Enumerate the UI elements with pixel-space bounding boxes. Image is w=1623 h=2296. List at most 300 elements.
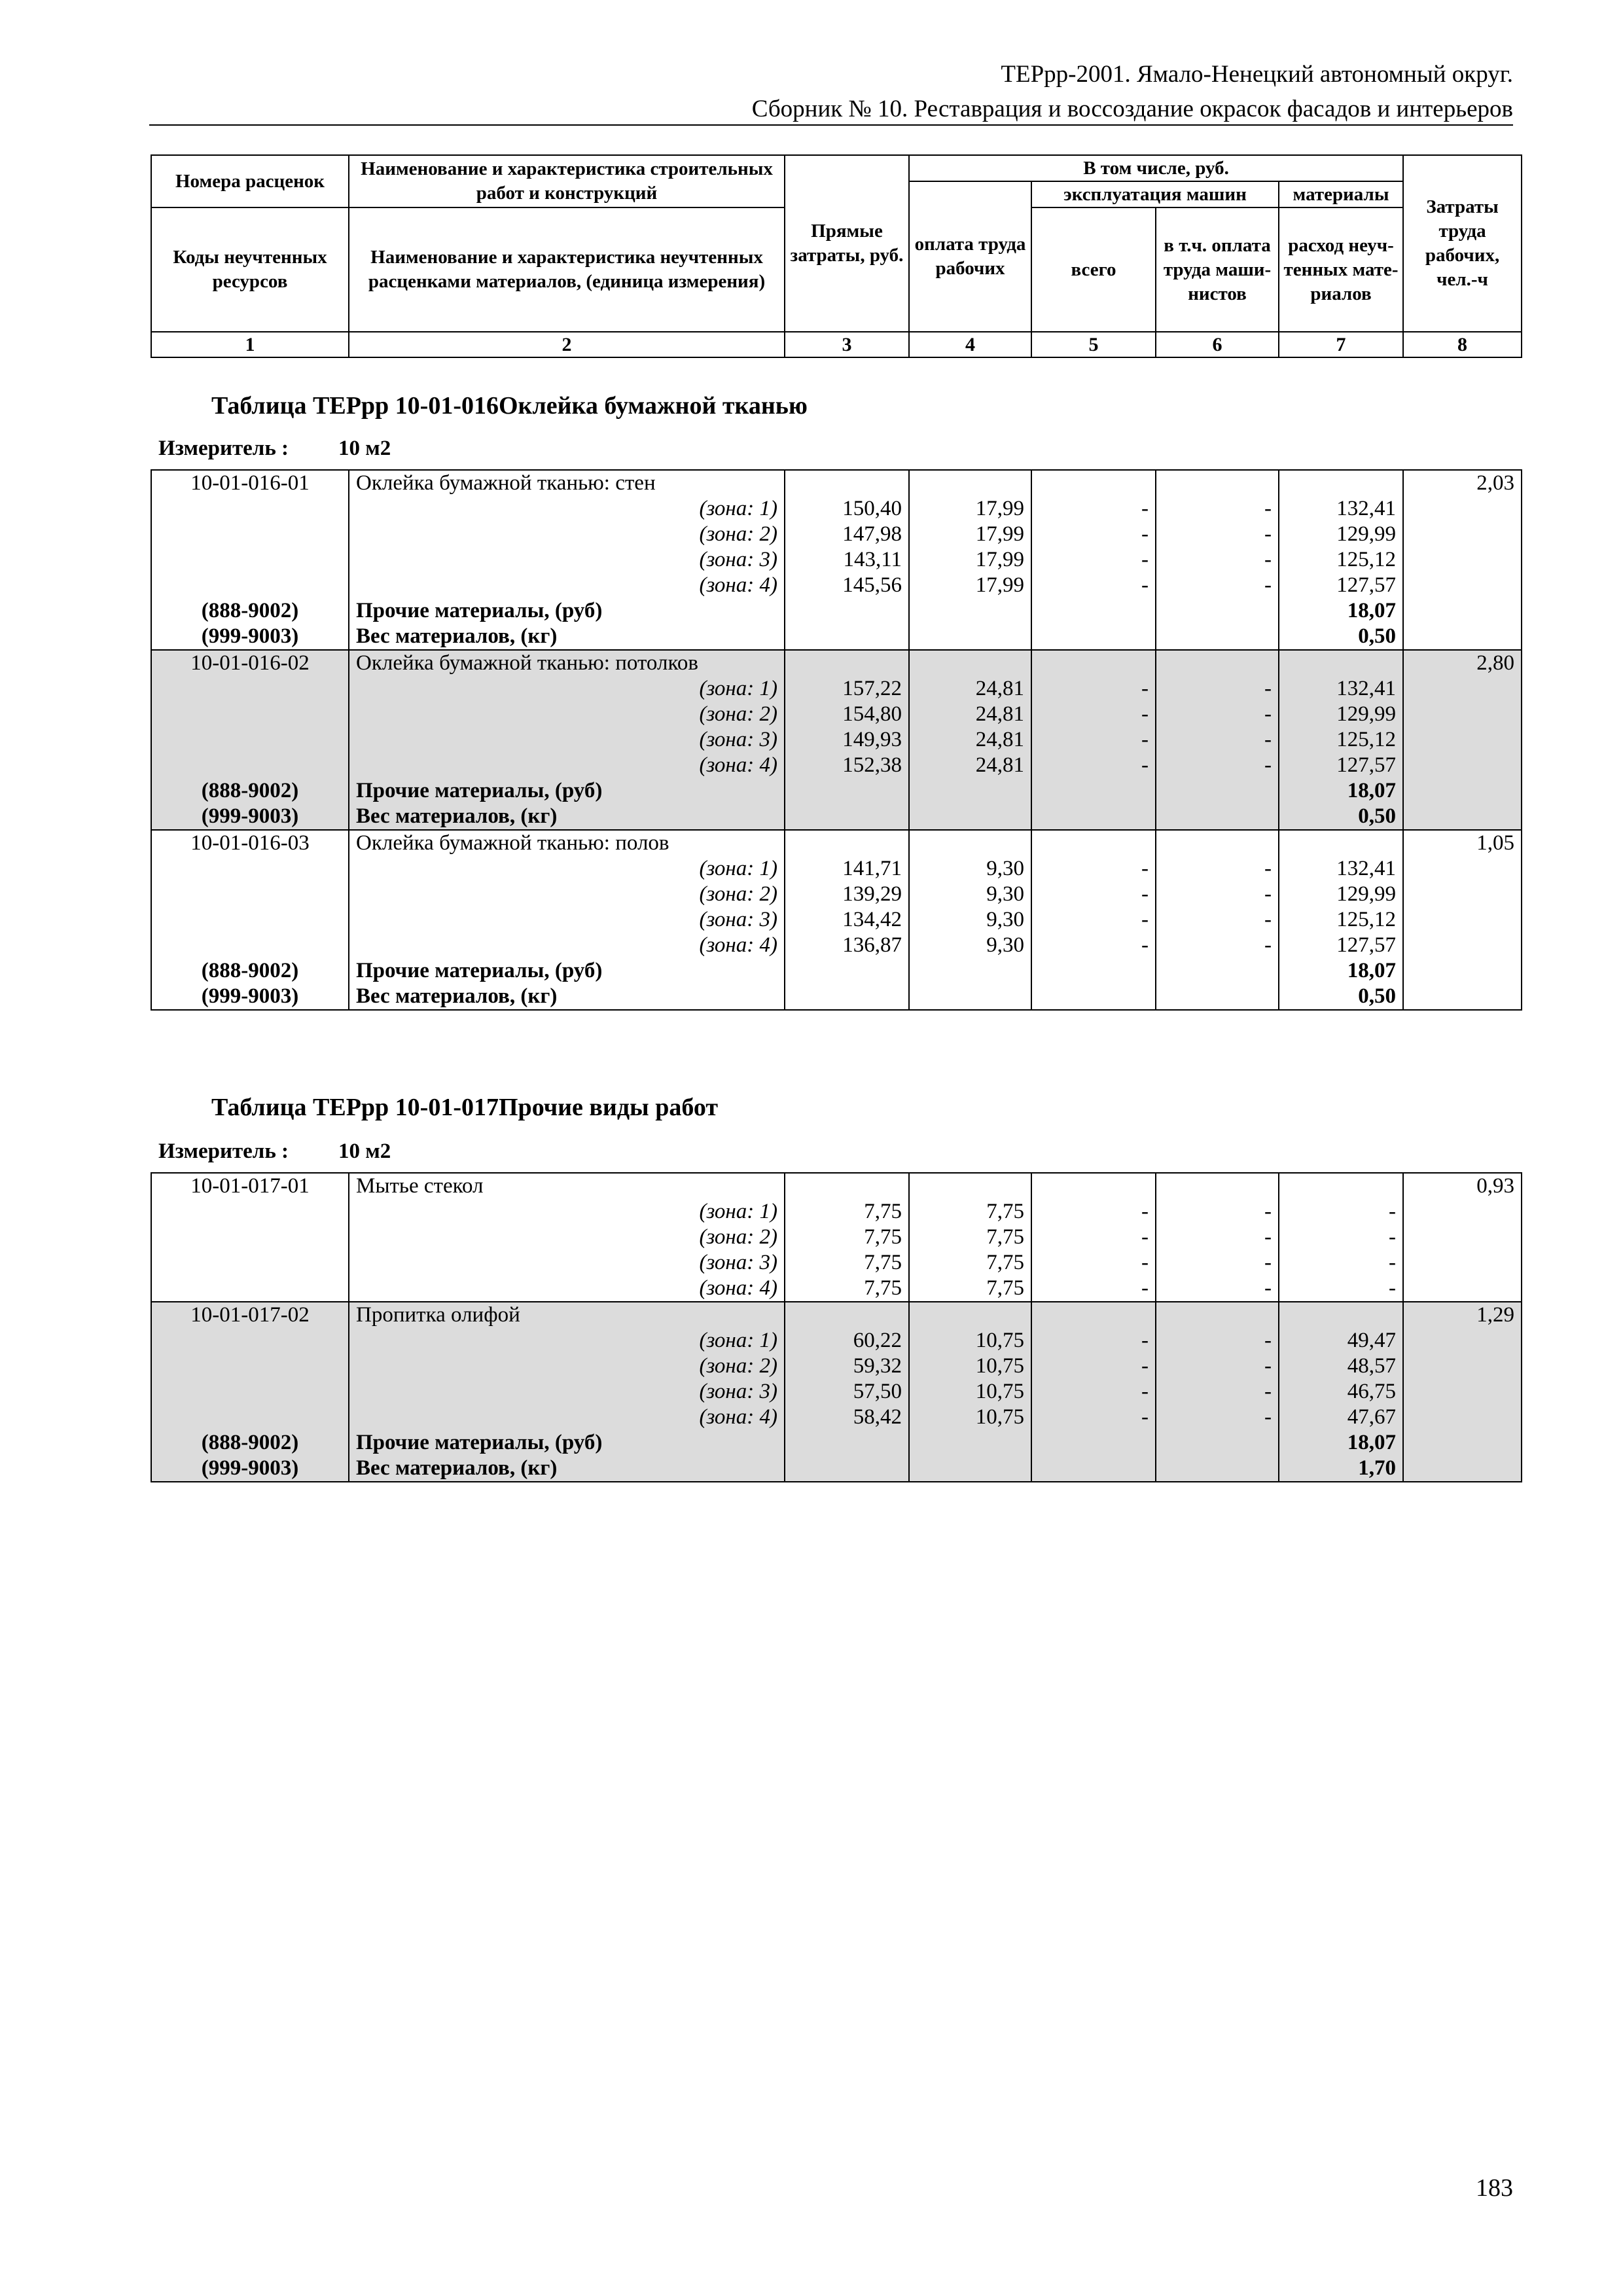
wages: 7,75 (909, 1250, 1031, 1276)
table-row (151, 727, 1522, 753)
table-row (151, 933, 1522, 958)
machinist-wages: - (1156, 882, 1279, 907)
col-number: 1 (151, 332, 349, 357)
machines-total: - (1031, 727, 1156, 753)
empty-cell (1403, 727, 1522, 753)
rate-code: 10-01-016-02 (151, 650, 349, 676)
empty-cell (785, 984, 909, 1010)
empty-cell (1403, 598, 1522, 624)
machinist-wages: - (1156, 522, 1279, 547)
resource-code: (999-9003) (151, 984, 349, 1010)
direct-cost: 149,93 (785, 727, 909, 753)
resource-name: Прочие материалы, (руб) (349, 598, 785, 624)
empty-cell (1156, 1456, 1279, 1482)
col8-header: Затраты труда рабочих, чел.-ч (1403, 155, 1522, 332)
empty-cell (785, 1430, 909, 1456)
zone-label: (зона: 2) (349, 1225, 785, 1250)
machinist-wages: - (1156, 1405, 1279, 1430)
labor-cost: 2,80 (1403, 650, 1522, 676)
empty-cell (1403, 1276, 1522, 1302)
resource-amount: 0,50 (1279, 984, 1403, 1010)
empty-cell (151, 676, 349, 702)
machinist-wages: - (1156, 856, 1279, 882)
empty-cell (151, 1354, 349, 1379)
header-rule (149, 124, 1513, 126)
table-row (151, 1328, 1522, 1354)
zone-label: (зона: 3) (349, 907, 785, 933)
wages: 24,81 (909, 702, 1031, 727)
table-row (151, 984, 1522, 1010)
col1-bottom-header: Коды неучтенных ресурсов (151, 207, 349, 332)
empty-cell (151, 1328, 349, 1354)
rates-table (151, 469, 1522, 1011)
resource-amount: 18,07 (1279, 958, 1403, 984)
machinist-wages: - (1156, 1354, 1279, 1379)
machines-total: - (1031, 1276, 1156, 1302)
machines-total: - (1031, 1379, 1156, 1405)
machines-total: - (1031, 496, 1156, 522)
empty-cell (1403, 778, 1522, 804)
included-header: В том числе, руб. (909, 155, 1403, 181)
col3-header: Прямые затраты, руб. (785, 155, 909, 332)
empty-cell (1403, 702, 1522, 727)
empty-cell (1031, 804, 1156, 830)
rates-table (151, 1172, 1522, 1482)
table-row (151, 1354, 1522, 1379)
empty-cell (785, 598, 909, 624)
zone-label: (зона: 3) (349, 1250, 785, 1276)
direct-cost: 141,71 (785, 856, 909, 882)
empty-cell (1403, 882, 1522, 907)
machines-total: - (1031, 1199, 1156, 1225)
empty-cell (151, 1250, 349, 1276)
direct-cost: 7,75 (785, 1276, 909, 1302)
empty-cell (1156, 1302, 1279, 1328)
empty-cell (909, 778, 1031, 804)
machines-total: - (1031, 522, 1156, 547)
table-row (151, 1456, 1522, 1482)
empty-cell (909, 598, 1031, 624)
wages: 9,30 (909, 933, 1031, 958)
empty-cell (1156, 650, 1279, 676)
zone-label: (зона: 3) (349, 1379, 785, 1405)
direct-cost: 136,87 (785, 933, 909, 958)
direct-cost: 7,75 (785, 1199, 909, 1225)
empty-cell (1403, 1379, 1522, 1405)
materials-cost: - (1279, 1250, 1403, 1276)
empty-cell (909, 1302, 1031, 1328)
machinist-wages: - (1156, 727, 1279, 753)
zone-label: (зона: 1) (349, 1199, 785, 1225)
machines-total: - (1031, 676, 1156, 702)
machinist-wages: - (1156, 547, 1279, 573)
empty-cell (1279, 830, 1403, 856)
wages: 17,99 (909, 547, 1031, 573)
table-row (151, 624, 1522, 650)
empty-cell (1031, 1173, 1156, 1199)
direct-cost: 145,56 (785, 573, 909, 598)
materials-cost: 127,57 (1279, 933, 1403, 958)
direct-cost: 157,22 (785, 676, 909, 702)
measure-line (158, 435, 391, 461)
empty-cell (785, 1302, 909, 1328)
empty-cell (1031, 598, 1156, 624)
table-row (151, 1199, 1522, 1225)
empty-cell (1156, 470, 1279, 496)
wages: 7,75 (909, 1199, 1031, 1225)
machines-total: - (1031, 753, 1156, 778)
wages: 17,99 (909, 573, 1031, 598)
materials-cost: 127,57 (1279, 573, 1403, 598)
wages: 9,30 (909, 856, 1031, 882)
empty-cell (1403, 856, 1522, 882)
resource-code: (999-9003) (151, 1456, 349, 1482)
direct-cost: 139,29 (785, 882, 909, 907)
table-row (151, 958, 1522, 984)
rate-code: 10-01-017-02 (151, 1302, 349, 1328)
wages: 24,81 (909, 753, 1031, 778)
table-row (151, 778, 1522, 804)
zone-label: (зона: 4) (349, 1276, 785, 1302)
empty-cell (1403, 1430, 1522, 1456)
resource-code: (888-9002) (151, 1430, 349, 1456)
empty-cell (1031, 1430, 1156, 1456)
empty-cell (785, 830, 909, 856)
table-row (151, 547, 1522, 573)
table-number: Таблица ТЕРрр 10-01-016 (211, 392, 499, 420)
col7-header: расход неуч-тенных мате-риалов (1279, 207, 1403, 332)
col-number: 8 (1403, 332, 1522, 357)
empty-cell (785, 958, 909, 984)
zone-label: (зона: 2) (349, 1354, 785, 1379)
direct-cost: 7,75 (785, 1250, 909, 1276)
empty-cell (1403, 573, 1522, 598)
labor-cost: 0,93 (1403, 1173, 1522, 1199)
col-number: 7 (1279, 332, 1403, 357)
resource-name: Вес материалов, (кг) (349, 984, 785, 1010)
col-number: 6 (1156, 332, 1279, 357)
empty-cell (1403, 804, 1522, 830)
materials-cost: 132,41 (1279, 676, 1403, 702)
labor-cost: 1,29 (1403, 1302, 1522, 1328)
empty-cell (1031, 650, 1156, 676)
empty-cell (151, 1405, 349, 1430)
empty-cell (1403, 1199, 1522, 1225)
empty-cell (909, 958, 1031, 984)
zone-label: (зона: 4) (349, 1405, 785, 1430)
materials-cost: 127,57 (1279, 753, 1403, 778)
direct-cost: 7,75 (785, 1225, 909, 1250)
machines-total: - (1031, 702, 1156, 727)
col5-header: всего (1031, 207, 1156, 332)
measure-value: 10 м2 (338, 437, 391, 460)
direct-cost: 154,80 (785, 702, 909, 727)
empty-cell (909, 984, 1031, 1010)
zone-label: (зона: 1) (349, 856, 785, 882)
table-row (151, 1430, 1522, 1456)
empty-cell (909, 1173, 1031, 1199)
empty-cell (1403, 984, 1522, 1010)
table-title: Оклейка бумажной тканью (499, 392, 808, 420)
materials-cost: 47,67 (1279, 1405, 1403, 1430)
column-header-table (151, 154, 1522, 358)
materials-header: материалы (1279, 181, 1403, 207)
work-name: Оклейка бумажной тканью: потолков (349, 650, 785, 676)
table-row (151, 1405, 1522, 1430)
machines-total: - (1031, 882, 1156, 907)
materials-cost: 48,57 (1279, 1354, 1403, 1379)
empty-cell (785, 470, 909, 496)
materials-cost: 129,99 (1279, 702, 1403, 727)
machinist-wages: - (1156, 676, 1279, 702)
direct-cost: 143,11 (785, 547, 909, 573)
empty-cell (1031, 1456, 1156, 1482)
machines-total: - (1031, 1225, 1156, 1250)
empty-cell (151, 522, 349, 547)
resource-code: (999-9003) (151, 624, 349, 650)
empty-cell (1403, 496, 1522, 522)
resource-amount: 18,07 (1279, 778, 1403, 804)
materials-cost: 49,47 (1279, 1328, 1403, 1354)
empty-cell (1156, 778, 1279, 804)
direct-cost: 60,22 (785, 1328, 909, 1354)
resource-amount: 0,50 (1279, 804, 1403, 830)
empty-cell (1156, 598, 1279, 624)
resource-amount: 0,50 (1279, 624, 1403, 650)
machines-total: - (1031, 856, 1156, 882)
measure-label: Измеритель : (158, 1139, 289, 1163)
wages: 7,75 (909, 1276, 1031, 1302)
zone-label: (зона: 2) (349, 882, 785, 907)
table-row (151, 650, 1522, 676)
empty-cell (1403, 522, 1522, 547)
empty-cell (151, 727, 349, 753)
table-number: Таблица ТЕРрр 10-01-017 (211, 1094, 499, 1121)
table-title: Прочие виды работ (499, 1094, 719, 1121)
empty-cell (1279, 1302, 1403, 1328)
wages: 10,75 (909, 1405, 1031, 1430)
resource-amount: 1,70 (1279, 1456, 1403, 1482)
running-header-line2: Сборник № 10. Реставрация и воссоздание окрасок фасадов и интерьеров (751, 96, 1513, 122)
empty-cell (785, 1173, 909, 1199)
wages: 9,30 (909, 882, 1031, 907)
zone-label: (зона: 3) (349, 547, 785, 573)
direct-cost: 58,42 (785, 1405, 909, 1430)
empty-cell (909, 650, 1031, 676)
machines-total: - (1031, 547, 1156, 573)
resource-name: Прочие материалы, (руб) (349, 778, 785, 804)
exploitation-header: эксплуатация машин (1031, 181, 1279, 207)
rate-code: 10-01-016-03 (151, 830, 349, 856)
empty-cell (909, 830, 1031, 856)
wages: 24,81 (909, 676, 1031, 702)
resource-code: (888-9002) (151, 958, 349, 984)
direct-cost: 59,32 (785, 1354, 909, 1379)
table-row (151, 1276, 1522, 1302)
table-row (151, 1250, 1522, 1276)
zone-label: (зона: 2) (349, 702, 785, 727)
table-row (151, 496, 1522, 522)
empty-cell (1156, 804, 1279, 830)
rate-code: 10-01-017-01 (151, 1173, 349, 1199)
materials-cost: 125,12 (1279, 727, 1403, 753)
table-row (151, 1379, 1522, 1405)
materials-cost: 132,41 (1279, 856, 1403, 882)
col2-bottom-header: Наименование и характеристика неучтенных расценками материалов, (единица измерения) (349, 207, 785, 332)
empty-cell (1031, 470, 1156, 496)
empty-cell (1403, 1456, 1522, 1482)
empty-cell (909, 1430, 1031, 1456)
col6-header: в т.ч. оплата труда маши-нистов (1156, 207, 1279, 332)
materials-cost: 125,12 (1279, 907, 1403, 933)
empty-cell (1156, 830, 1279, 856)
direct-cost: 152,38 (785, 753, 909, 778)
wages: 10,75 (909, 1354, 1031, 1379)
work-name: Оклейка бумажной тканью: стен (349, 470, 785, 496)
empty-cell (909, 470, 1031, 496)
table-caption (158, 391, 808, 421)
zone-label: (зона: 1) (349, 1328, 785, 1354)
wages: 17,99 (909, 496, 1031, 522)
direct-cost: 134,42 (785, 907, 909, 933)
direct-cost: 150,40 (785, 496, 909, 522)
empty-cell (151, 496, 349, 522)
table-row (151, 882, 1522, 907)
empty-cell (1031, 624, 1156, 650)
work-name: Оклейка бумажной тканью: полов (349, 830, 785, 856)
empty-cell (1031, 984, 1156, 1010)
empty-cell (1156, 958, 1279, 984)
machinist-wages: - (1156, 1328, 1279, 1354)
empty-cell (785, 804, 909, 830)
col-number: 5 (1031, 332, 1156, 357)
machinist-wages: - (1156, 496, 1279, 522)
table-row (151, 573, 1522, 598)
empty-cell (909, 1456, 1031, 1482)
machines-total: - (1031, 573, 1156, 598)
resource-code: (888-9002) (151, 778, 349, 804)
machines-total: - (1031, 933, 1156, 958)
table-row (151, 1173, 1522, 1199)
resource-code: (888-9002) (151, 598, 349, 624)
empty-cell (151, 882, 349, 907)
empty-cell (151, 702, 349, 727)
measure-value: 10 м2 (338, 1139, 391, 1163)
machinist-wages: - (1156, 573, 1279, 598)
empty-cell (151, 573, 349, 598)
wages: 24,81 (909, 727, 1031, 753)
labor-cost: 1,05 (1403, 830, 1522, 856)
machinist-wages: - (1156, 1250, 1279, 1276)
empty-cell (151, 933, 349, 958)
machinist-wages: - (1156, 907, 1279, 933)
empty-cell (1279, 470, 1403, 496)
wages: 10,75 (909, 1379, 1031, 1405)
empty-cell (1031, 778, 1156, 804)
materials-cost: 129,99 (1279, 522, 1403, 547)
col-number: 3 (785, 332, 909, 357)
empty-cell (1403, 1405, 1522, 1430)
col-number: 4 (909, 332, 1031, 357)
materials-cost: 46,75 (1279, 1379, 1403, 1405)
machines-total: - (1031, 1354, 1156, 1379)
empty-cell (151, 753, 349, 778)
table-row (151, 522, 1522, 547)
col4-header: оплата труда рабочих (909, 181, 1031, 332)
materials-cost: 125,12 (1279, 547, 1403, 573)
empty-cell (1156, 1173, 1279, 1199)
empty-cell (785, 650, 909, 676)
machines-total: - (1031, 1405, 1156, 1430)
col2-top-header: Наименование и характеристика строительных работ и конструкций (349, 155, 785, 207)
machinist-wages: - (1156, 753, 1279, 778)
page-number: 183 (1476, 2174, 1513, 2202)
materials-cost: - (1279, 1276, 1403, 1302)
resource-name: Прочие материалы, (руб) (349, 958, 785, 984)
work-name: Пропитка олифой (349, 1302, 785, 1328)
empty-cell (1403, 753, 1522, 778)
empty-cell (1403, 1225, 1522, 1250)
zone-label: (зона: 4) (349, 753, 785, 778)
empty-cell (1403, 1250, 1522, 1276)
wages: 17,99 (909, 522, 1031, 547)
table-row (151, 598, 1522, 624)
table-row (151, 702, 1522, 727)
zone-label: (зона: 4) (349, 573, 785, 598)
materials-cost: 132,41 (1279, 496, 1403, 522)
zone-label: (зона: 1) (349, 496, 785, 522)
empty-cell (151, 1379, 349, 1405)
machinist-wages: - (1156, 1225, 1279, 1250)
wages: 10,75 (909, 1328, 1031, 1354)
table-row (151, 830, 1522, 856)
table-row (151, 1225, 1522, 1250)
col1-top-header: Номера расценок (151, 155, 349, 207)
empty-cell (1156, 984, 1279, 1010)
table-row (151, 676, 1522, 702)
empty-cell (151, 856, 349, 882)
empty-cell (1279, 650, 1403, 676)
resource-code: (999-9003) (151, 804, 349, 830)
empty-cell (1279, 1173, 1403, 1199)
empty-cell (1031, 1302, 1156, 1328)
zone-label: (зона: 3) (349, 727, 785, 753)
empty-cell (151, 907, 349, 933)
zone-label: (зона: 1) (349, 676, 785, 702)
machinist-wages: - (1156, 702, 1279, 727)
table-row (151, 856, 1522, 882)
work-name: Мытье стекол (349, 1173, 785, 1199)
empty-cell (1403, 958, 1522, 984)
empty-cell (1403, 1328, 1522, 1354)
wages: 9,30 (909, 907, 1031, 933)
machinist-wages: - (1156, 1276, 1279, 1302)
empty-cell (151, 547, 349, 573)
empty-cell (1403, 676, 1522, 702)
measure-line (158, 1138, 391, 1164)
resource-amount: 18,07 (1279, 1430, 1403, 1456)
empty-cell (1156, 1430, 1279, 1456)
rate-code: 10-01-016-01 (151, 470, 349, 496)
table-row (151, 804, 1522, 830)
direct-cost: 57,50 (785, 1379, 909, 1405)
empty-cell (785, 1456, 909, 1482)
materials-cost: 129,99 (1279, 882, 1403, 907)
column-numbers-row (151, 332, 1522, 357)
table-row (151, 907, 1522, 933)
machines-total: - (1031, 907, 1156, 933)
machines-total: - (1031, 1328, 1156, 1354)
